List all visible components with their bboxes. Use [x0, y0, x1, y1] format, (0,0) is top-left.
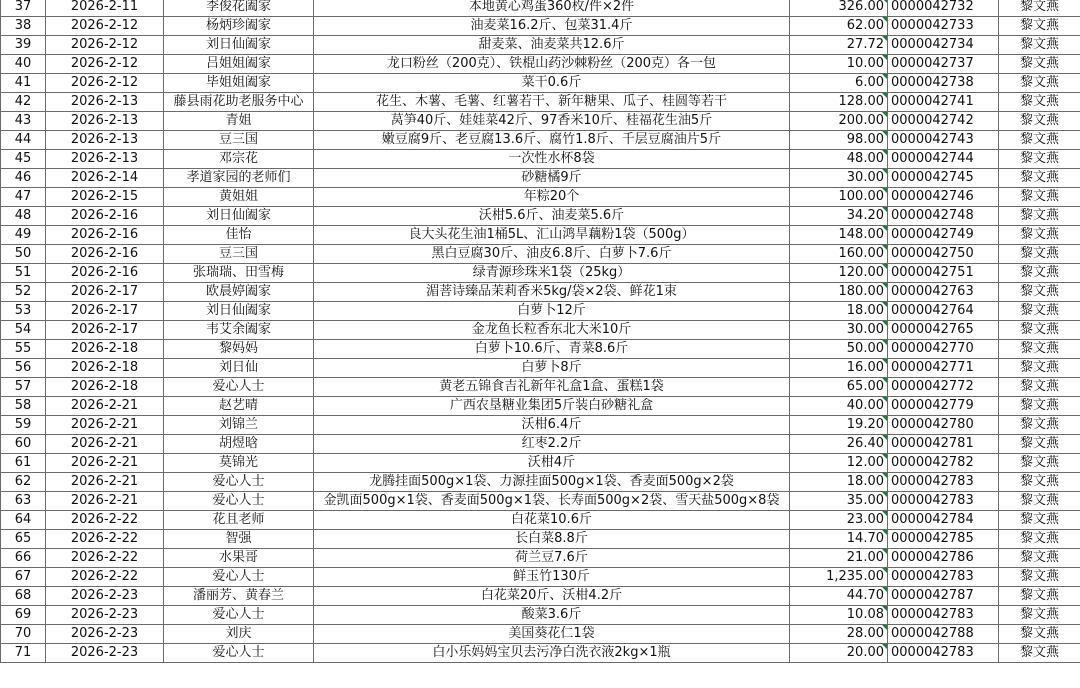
receipt-number-cell[interactable]: 0000042749: [888, 226, 999, 245]
table-row: [1, 207, 1080, 226]
amount-cell[interactable]: 27.72: [790, 36, 888, 55]
donor-cell[interactable]: 张瑞瑞、田雪梅: [164, 264, 314, 283]
date-cell[interactable]: 2026-2-16: [46, 264, 164, 283]
table-row: [1, 0, 1080, 17]
table-row: [1, 359, 1080, 378]
date-cell[interactable]: 2026-2-13: [46, 131, 164, 150]
donor-cell[interactable]: 爱心人士: [164, 473, 314, 492]
date-cell[interactable]: 2026-2-22: [46, 549, 164, 568]
table-row: [1, 378, 1080, 397]
table-row: [1, 226, 1080, 245]
row-number-cell[interactable]: 54: [1, 321, 46, 340]
table-row: [1, 17, 1080, 36]
donated-items-cell[interactable]: 菜干0.6斤: [314, 74, 790, 93]
donor-cell[interactable]: 花且老师: [164, 511, 314, 530]
donor-cell[interactable]: 豆三国: [164, 245, 314, 264]
handler-cell[interactable]: 黎文燕: [999, 245, 1080, 264]
date-cell[interactable]: 2026-2-15: [46, 188, 164, 207]
ledger-rows: [1, 0, 1080, 663]
receipt-number-cell[interactable]: 0000042785: [888, 530, 999, 549]
row-number-cell[interactable]: 40: [1, 55, 46, 74]
donated-items-cell[interactable]: 酸菜3.6斤: [314, 606, 790, 625]
amount-cell[interactable]: 6.00: [790, 74, 888, 93]
amount-cell[interactable]: 180.00: [790, 283, 888, 302]
table-row: [1, 283, 1080, 302]
date-cell[interactable]: 2026-2-14: [46, 169, 164, 188]
row-number-cell[interactable]: 41: [1, 74, 46, 93]
amount-cell[interactable]: 21.00: [790, 549, 888, 568]
row-number-cell[interactable]: 69: [1, 606, 46, 625]
table-row: [1, 169, 1080, 188]
amount-cell[interactable]: 148.00: [790, 226, 888, 245]
table-row: [1, 36, 1080, 55]
handler-cell[interactable]: 黎文燕: [999, 131, 1080, 150]
date-cell[interactable]: 2026-2-18: [46, 340, 164, 359]
donor-cell[interactable]: 水果哥: [164, 549, 314, 568]
amount-cell[interactable]: 40.00: [790, 397, 888, 416]
amount-cell[interactable]: 20.00: [790, 644, 888, 663]
amount-cell[interactable]: 1,235.00: [790, 568, 888, 587]
receipt-number-cell[interactable]: 0000042770: [888, 340, 999, 359]
donated-items-cell[interactable]: 龙口粉丝（200克）、铁棍山药沙棘粉丝（200克）各一包: [314, 55, 790, 74]
donated-items-cell[interactable]: 荷兰豆7.6斤: [314, 549, 790, 568]
donor-cell[interactable]: 刘庆: [164, 625, 314, 644]
donor-cell[interactable]: 韦艾余阖家: [164, 321, 314, 340]
date-cell[interactable]: 2026-2-17: [46, 283, 164, 302]
date-cell[interactable]: 2026-2-23: [46, 606, 164, 625]
row-number-cell[interactable]: 68: [1, 587, 46, 606]
amount-cell[interactable]: 30.00: [790, 169, 888, 188]
row-number-cell[interactable]: 50: [1, 245, 46, 264]
receipt-number-cell[interactable]: 0000042734: [888, 36, 999, 55]
date-cell[interactable]: 2026-2-12: [46, 74, 164, 93]
receipt-number-cell[interactable]: 0000042783: [888, 492, 999, 511]
row-number-cell[interactable]: 56: [1, 359, 46, 378]
row-number-cell[interactable]: 59: [1, 416, 46, 435]
date-cell[interactable]: 2026-2-18: [46, 378, 164, 397]
row-number-cell[interactable]: 45: [1, 150, 46, 169]
donated-items-cell[interactable]: 金龙鱼长粒香东北大米10斤: [314, 321, 790, 340]
date-cell[interactable]: 2026-2-16: [46, 226, 164, 245]
table-row: [1, 340, 1080, 359]
donated-items-cell[interactable]: 白花菜10.6斤: [314, 511, 790, 530]
amount-cell[interactable]: 30.00: [790, 321, 888, 340]
donor-cell[interactable]: 佳怡: [164, 226, 314, 245]
row-number-cell[interactable]: 67: [1, 568, 46, 587]
donated-items-cell[interactable]: 美国葵花仁1袋: [314, 625, 790, 644]
table-row: [1, 321, 1080, 340]
handler-cell[interactable]: 黎文燕: [999, 207, 1080, 226]
donated-items-cell[interactable]: 花生、木薯、毛薯、红薯若干、新年糖果、瓜子、桂圆等若干: [314, 93, 790, 112]
donated-items-cell[interactable]: 甜麦菜、油麦菜共12.6斤: [314, 36, 790, 55]
date-cell[interactable]: 2026-2-21: [46, 435, 164, 454]
receipt-number-cell[interactable]: 0000042765: [888, 321, 999, 340]
amount-cell[interactable]: 62.00: [790, 17, 888, 36]
donated-items-cell[interactable]: 龙腾挂面500g×1袋、力源挂面500g×1袋、香麦面500g×2袋: [314, 473, 790, 492]
row-number-cell[interactable]: 61: [1, 454, 46, 473]
donated-items-cell[interactable]: 年粽20个: [314, 188, 790, 207]
row-number-cell[interactable]: 39: [1, 36, 46, 55]
donor-cell[interactable]: 爱心人士: [164, 568, 314, 587]
amount-cell[interactable]: 14.70: [790, 530, 888, 549]
table-row: [1, 530, 1080, 549]
handler-cell[interactable]: 黎文燕: [999, 644, 1080, 663]
receipt-number-cell[interactable]: 0000042782: [888, 454, 999, 473]
donor-cell[interactable]: 爱心人士: [164, 606, 314, 625]
table-row: [1, 302, 1080, 321]
donor-cell[interactable]: 孝道家园的老师们: [164, 169, 314, 188]
table-row: [1, 55, 1080, 74]
donor-cell[interactable]: 吕姐姐阖家: [164, 55, 314, 74]
donor-cell[interactable]: 智强: [164, 530, 314, 549]
date-cell[interactable]: 2026-2-21: [46, 454, 164, 473]
date-cell[interactable]: 2026-2-11: [46, 0, 164, 17]
donated-items-cell[interactable]: 黄老五锦食吉礼新年礼盒1盒、蛋糕1袋: [314, 378, 790, 397]
handler-cell[interactable]: 黎文燕: [999, 150, 1080, 169]
date-cell[interactable]: 2026-2-18: [46, 359, 164, 378]
receipt-number-cell[interactable]: 0000042746: [888, 188, 999, 207]
date-cell[interactable]: 2026-2-21: [46, 416, 164, 435]
receipt-number-cell[interactable]: 0000042764: [888, 302, 999, 321]
donated-items-cell[interactable]: 鲜玉竹130斤: [314, 568, 790, 587]
date-cell[interactable]: 2026-2-13: [46, 93, 164, 112]
receipt-number-cell[interactable]: 0000042750: [888, 245, 999, 264]
donor-cell[interactable]: 潘丽芳、黄春兰: [164, 587, 314, 606]
handler-cell[interactable]: 黎文燕: [999, 188, 1080, 207]
handler-cell[interactable]: 黎文燕: [999, 397, 1080, 416]
receipt-number-cell[interactable]: 0000042741: [888, 93, 999, 112]
receipt-number-cell[interactable]: 0000042788: [888, 625, 999, 644]
row-number-cell[interactable]: 48: [1, 207, 46, 226]
amount-cell[interactable]: 26.40: [790, 435, 888, 454]
handler-cell[interactable]: 黎文燕: [999, 435, 1080, 454]
receipt-number-cell[interactable]: 0000042738: [888, 74, 999, 93]
table-row: [1, 397, 1080, 416]
donated-items-cell[interactable]: 绿青源珍珠米1袋（25kg）: [314, 264, 790, 283]
amount-cell[interactable]: 120.00: [790, 264, 888, 283]
date-cell[interactable]: 2026-2-22: [46, 530, 164, 549]
donor-cell[interactable]: 爱心人士: [164, 378, 314, 397]
receipt-number-cell[interactable]: 0000042780: [888, 416, 999, 435]
handler-cell[interactable]: 黎文燕: [999, 549, 1080, 568]
date-cell[interactable]: 2026-2-13: [46, 112, 164, 131]
row-number-cell[interactable]: 65: [1, 530, 46, 549]
donated-items-cell[interactable]: 沃柑4斤: [314, 454, 790, 473]
date-cell[interactable]: 2026-2-21: [46, 492, 164, 511]
donated-items-cell[interactable]: 白小乐妈妈宝贝去污净白洗衣液2kg×1瓶: [314, 644, 790, 663]
date-cell[interactable]: 2026-2-22: [46, 511, 164, 530]
donated-items-cell[interactable]: 油麦菜16.2斤、包菜31.4斤: [314, 17, 790, 36]
row-number-cell[interactable]: 58: [1, 397, 46, 416]
donor-cell[interactable]: 黄姐姐: [164, 188, 314, 207]
donated-items-cell[interactable]: 沃柑5.6斤、油麦菜5.6斤: [314, 207, 790, 226]
donated-items-cell[interactable]: 良大头花生油1桶5L、汇山鸿旱藕粉1袋（500g）: [314, 226, 790, 245]
amount-cell[interactable]: 35.00: [790, 492, 888, 511]
row-number-cell[interactable]: 52: [1, 283, 46, 302]
receipt-number-cell[interactable]: 0000042783: [888, 644, 999, 663]
amount-cell[interactable]: 48.00: [790, 150, 888, 169]
table-row: [1, 416, 1080, 435]
date-cell[interactable]: 2026-2-23: [46, 587, 164, 606]
table-row: [1, 587, 1080, 606]
handler-cell[interactable]: 黎文燕: [999, 264, 1080, 283]
date-cell[interactable]: 2026-2-23: [46, 625, 164, 644]
receipt-number-cell[interactable]: 0000042781: [888, 435, 999, 454]
donated-items-cell[interactable]: 白萝卜12斤: [314, 302, 790, 321]
receipt-number-cell[interactable]: 0000042742: [888, 112, 999, 131]
handler-cell[interactable]: 黎文燕: [999, 36, 1080, 55]
donor-cell[interactable]: 刘日仙阖家: [164, 207, 314, 226]
table-row: [1, 131, 1080, 150]
amount-cell[interactable]: 44.70: [790, 587, 888, 606]
handler-cell[interactable]: 黎文燕: [999, 625, 1080, 644]
amount-cell[interactable]: 19.20: [790, 416, 888, 435]
donated-items-cell[interactable]: 长白菜8.8斤: [314, 530, 790, 549]
receipt-number-cell[interactable]: 0000042744: [888, 150, 999, 169]
date-cell[interactable]: 2026-2-21: [46, 473, 164, 492]
row-number-cell[interactable]: 37: [1, 0, 46, 17]
date-cell[interactable]: 2026-2-16: [46, 207, 164, 226]
row-number-cell[interactable]: 71: [1, 644, 46, 663]
row-number-cell[interactable]: 44: [1, 131, 46, 150]
donor-cell[interactable]: 李俊花阖家: [164, 0, 314, 17]
table-row: [1, 511, 1080, 530]
date-cell[interactable]: 2026-2-12: [46, 55, 164, 74]
table-row: [1, 74, 1080, 93]
receipt-number-cell[interactable]: 0000042783: [888, 568, 999, 587]
table-row: [1, 264, 1080, 283]
receipt-number-cell[interactable]: 0000042786: [888, 549, 999, 568]
amount-cell[interactable]: 12.00: [790, 454, 888, 473]
amount-cell[interactable]: 326.00: [790, 0, 888, 17]
handler-cell[interactable]: 黎文燕: [999, 530, 1080, 549]
row-number-cell[interactable]: 46: [1, 169, 46, 188]
donated-items-cell[interactable]: 白花菜20斤、沃柑4.2斤: [314, 587, 790, 606]
handler-cell[interactable]: 黎文燕: [999, 55, 1080, 74]
donor-cell[interactable]: 豆三国: [164, 131, 314, 150]
row-number-cell[interactable]: 51: [1, 264, 46, 283]
date-cell[interactable]: 2026-2-21: [46, 397, 164, 416]
receipt-number-cell[interactable]: 0000042733: [888, 17, 999, 36]
handler-cell[interactable]: 黎文燕: [999, 511, 1080, 530]
handler-cell[interactable]: 黎文燕: [999, 226, 1080, 245]
date-cell[interactable]: 2026-2-22: [46, 568, 164, 587]
receipt-number-cell[interactable]: 0000042771: [888, 359, 999, 378]
receipt-number-cell[interactable]: 0000042748: [888, 207, 999, 226]
table-row: [1, 549, 1080, 568]
handler-cell[interactable]: 黎文燕: [999, 416, 1080, 435]
row-number-cell[interactable]: 43: [1, 112, 46, 131]
row-number-cell[interactable]: 70: [1, 625, 46, 644]
amount-cell[interactable]: 10.00: [790, 55, 888, 74]
handler-cell[interactable]: 黎文燕: [999, 492, 1080, 511]
table-row: [1, 245, 1080, 264]
receipt-number-cell[interactable]: 0000042751: [888, 264, 999, 283]
receipt-number-cell[interactable]: 0000042743: [888, 131, 999, 150]
donated-items-cell[interactable]: 湄菩诗臻品茉莉香米5kg/袋×2袋、鲜花1束: [314, 283, 790, 302]
handler-cell[interactable]: 黎文燕: [999, 17, 1080, 36]
receipt-number-cell[interactable]: 0000042783: [888, 473, 999, 492]
amount-cell[interactable]: 98.00: [790, 131, 888, 150]
handler-cell[interactable]: 黎文燕: [999, 606, 1080, 625]
donor-cell[interactable]: 刘日仙: [164, 359, 314, 378]
row-number-cell[interactable]: 66: [1, 549, 46, 568]
amount-cell[interactable]: 16.00: [790, 359, 888, 378]
row-number-cell[interactable]: 55: [1, 340, 46, 359]
donor-cell[interactable]: 赵艺晴: [164, 397, 314, 416]
row-number-cell[interactable]: 57: [1, 378, 46, 397]
handler-cell[interactable]: 黎文燕: [999, 473, 1080, 492]
donor-cell[interactable]: 毕姐姐阖家: [164, 74, 314, 93]
donated-items-cell[interactable]: 白萝卜8斤: [314, 359, 790, 378]
receipt-number-cell[interactable]: 0000042763: [888, 283, 999, 302]
handler-cell[interactable]: 黎文燕: [999, 0, 1080, 17]
amount-cell[interactable]: 18.00: [790, 473, 888, 492]
date-cell[interactable]: 2026-2-17: [46, 321, 164, 340]
donated-items-cell[interactable]: 黑白豆腐30斤、油皮6.8斤、白萝卜7.6斤: [314, 245, 790, 264]
table-row: [1, 568, 1080, 587]
donated-items-cell[interactable]: 白萝卜10.6斤、青菜8.6斤: [314, 340, 790, 359]
amount-cell[interactable]: 160.00: [790, 245, 888, 264]
handler-cell[interactable]: 黎文燕: [999, 359, 1080, 378]
table-row: [1, 606, 1080, 625]
handler-cell[interactable]: 黎文燕: [999, 74, 1080, 93]
row-number-cell[interactable]: 53: [1, 302, 46, 321]
receipt-number-cell[interactable]: 0000042772: [888, 378, 999, 397]
table-row: [1, 492, 1080, 511]
amount-cell[interactable]: 50.00: [790, 340, 888, 359]
donated-items-cell[interactable]: 一次性水杯8袋: [314, 150, 790, 169]
table-row: [1, 188, 1080, 207]
amount-cell[interactable]: 18.00: [790, 302, 888, 321]
handler-cell[interactable]: 黎文燕: [999, 454, 1080, 473]
amount-cell[interactable]: 23.00: [790, 511, 888, 530]
donated-items-cell[interactable]: 红枣2.2斤: [314, 435, 790, 454]
table-row: [1, 435, 1080, 454]
handler-cell[interactable]: 黎文燕: [999, 340, 1080, 359]
donor-cell[interactable]: 刘锦兰: [164, 416, 314, 435]
handler-cell[interactable]: 黎文燕: [999, 587, 1080, 606]
row-number-cell[interactable]: 47: [1, 188, 46, 207]
amount-cell[interactable]: 200.00: [790, 112, 888, 131]
amount-cell[interactable]: 10.08: [790, 606, 888, 625]
table-row: [1, 112, 1080, 131]
date-cell[interactable]: 2026-2-12: [46, 17, 164, 36]
donor-cell[interactable]: 胡煜晗: [164, 435, 314, 454]
handler-cell[interactable]: 黎文燕: [999, 321, 1080, 340]
donor-cell[interactable]: 黎妈妈: [164, 340, 314, 359]
table-row: [1, 150, 1080, 169]
row-number-cell[interactable]: 60: [1, 435, 46, 454]
donor-cell[interactable]: 藤县雨花助老服务中心: [164, 93, 314, 112]
handler-cell[interactable]: 黎文燕: [999, 302, 1080, 321]
receipt-number-cell[interactable]: 0000042745: [888, 169, 999, 188]
donated-items-cell[interactable]: 金凯面500g×1袋、香麦面500g×1袋、长寿面500g×2袋、雪天盐500g×8袋: [314, 492, 790, 511]
row-number-cell[interactable]: 64: [1, 511, 46, 530]
table-row: [1, 473, 1080, 492]
table-row: [1, 625, 1080, 644]
row-number-cell[interactable]: 49: [1, 226, 46, 245]
date-cell[interactable]: 2026-2-16: [46, 245, 164, 264]
donor-cell[interactable]: 杨炳珍阖家: [164, 17, 314, 36]
date-cell[interactable]: 2026-2-12: [46, 36, 164, 55]
handler-cell[interactable]: 黎文燕: [999, 283, 1080, 302]
handler-cell[interactable]: 黎文燕: [999, 93, 1080, 112]
table-row: [1, 93, 1080, 112]
donor-cell[interactable]: 刘日仙阖家: [164, 302, 314, 321]
receipt-number-cell[interactable]: 0000042737: [888, 55, 999, 74]
amount-cell[interactable]: 128.00: [790, 93, 888, 112]
donor-cell[interactable]: 莫锦光: [164, 454, 314, 473]
table-row: [1, 644, 1080, 663]
donor-cell[interactable]: 青姐: [164, 112, 314, 131]
receipt-number-cell[interactable]: 0000042787: [888, 587, 999, 606]
donor-cell[interactable]: 爱心人士: [164, 492, 314, 511]
amount-cell[interactable]: 28.00: [790, 625, 888, 644]
donated-items-cell[interactable]: 莴笋40斤、娃娃菜42斤、97香米10斤、桂福花生油5斤: [314, 112, 790, 131]
receipt-number-cell[interactable]: 0000042779: [888, 397, 999, 416]
donated-items-cell[interactable]: 嫩豆腐9斤、老豆腐13.6斤、腐竹1.8斤、千层豆腐油片5斤: [314, 131, 790, 150]
row-number-cell[interactable]: 63: [1, 492, 46, 511]
handler-cell[interactable]: 黎文燕: [999, 169, 1080, 188]
donor-cell[interactable]: 欧晨婷阖家: [164, 283, 314, 302]
handler-cell[interactable]: 黎文燕: [999, 378, 1080, 397]
donor-cell[interactable]: 刘日仙阖家: [164, 36, 314, 55]
row-number-cell[interactable]: 38: [1, 17, 46, 36]
donated-items-cell[interactable]: 砂糖橘9斤: [314, 169, 790, 188]
donor-cell[interactable]: 爱心人士: [164, 644, 314, 663]
amount-cell[interactable]: 100.00: [790, 188, 888, 207]
donated-items-cell[interactable]: 沃柑6.4斤: [314, 416, 790, 435]
date-cell[interactable]: 2026-2-23: [46, 644, 164, 663]
amount-cell[interactable]: 65.00: [790, 378, 888, 397]
donated-items-cell[interactable]: 广西农垦糖业集团5斤装白砂糖礼盒: [314, 397, 790, 416]
receipt-number-cell[interactable]: 0000042783: [888, 606, 999, 625]
receipt-number-cell[interactable]: 0000042732: [888, 0, 999, 17]
row-number-cell[interactable]: 42: [1, 93, 46, 112]
amount-cell[interactable]: 34.20: [790, 207, 888, 226]
handler-cell[interactable]: 黎文燕: [999, 568, 1080, 587]
date-cell[interactable]: 2026-2-13: [46, 150, 164, 169]
handler-cell[interactable]: 黎文燕: [999, 112, 1080, 131]
row-number-cell[interactable]: 62: [1, 473, 46, 492]
table-row: [1, 454, 1080, 473]
donated-items-cell[interactable]: 本地黄心鸡蛋360枚/件×2件: [314, 0, 790, 17]
date-cell[interactable]: 2026-2-17: [46, 302, 164, 321]
donor-cell[interactable]: 邓宗花: [164, 150, 314, 169]
receipt-number-cell[interactable]: 0000042784: [888, 511, 999, 530]
